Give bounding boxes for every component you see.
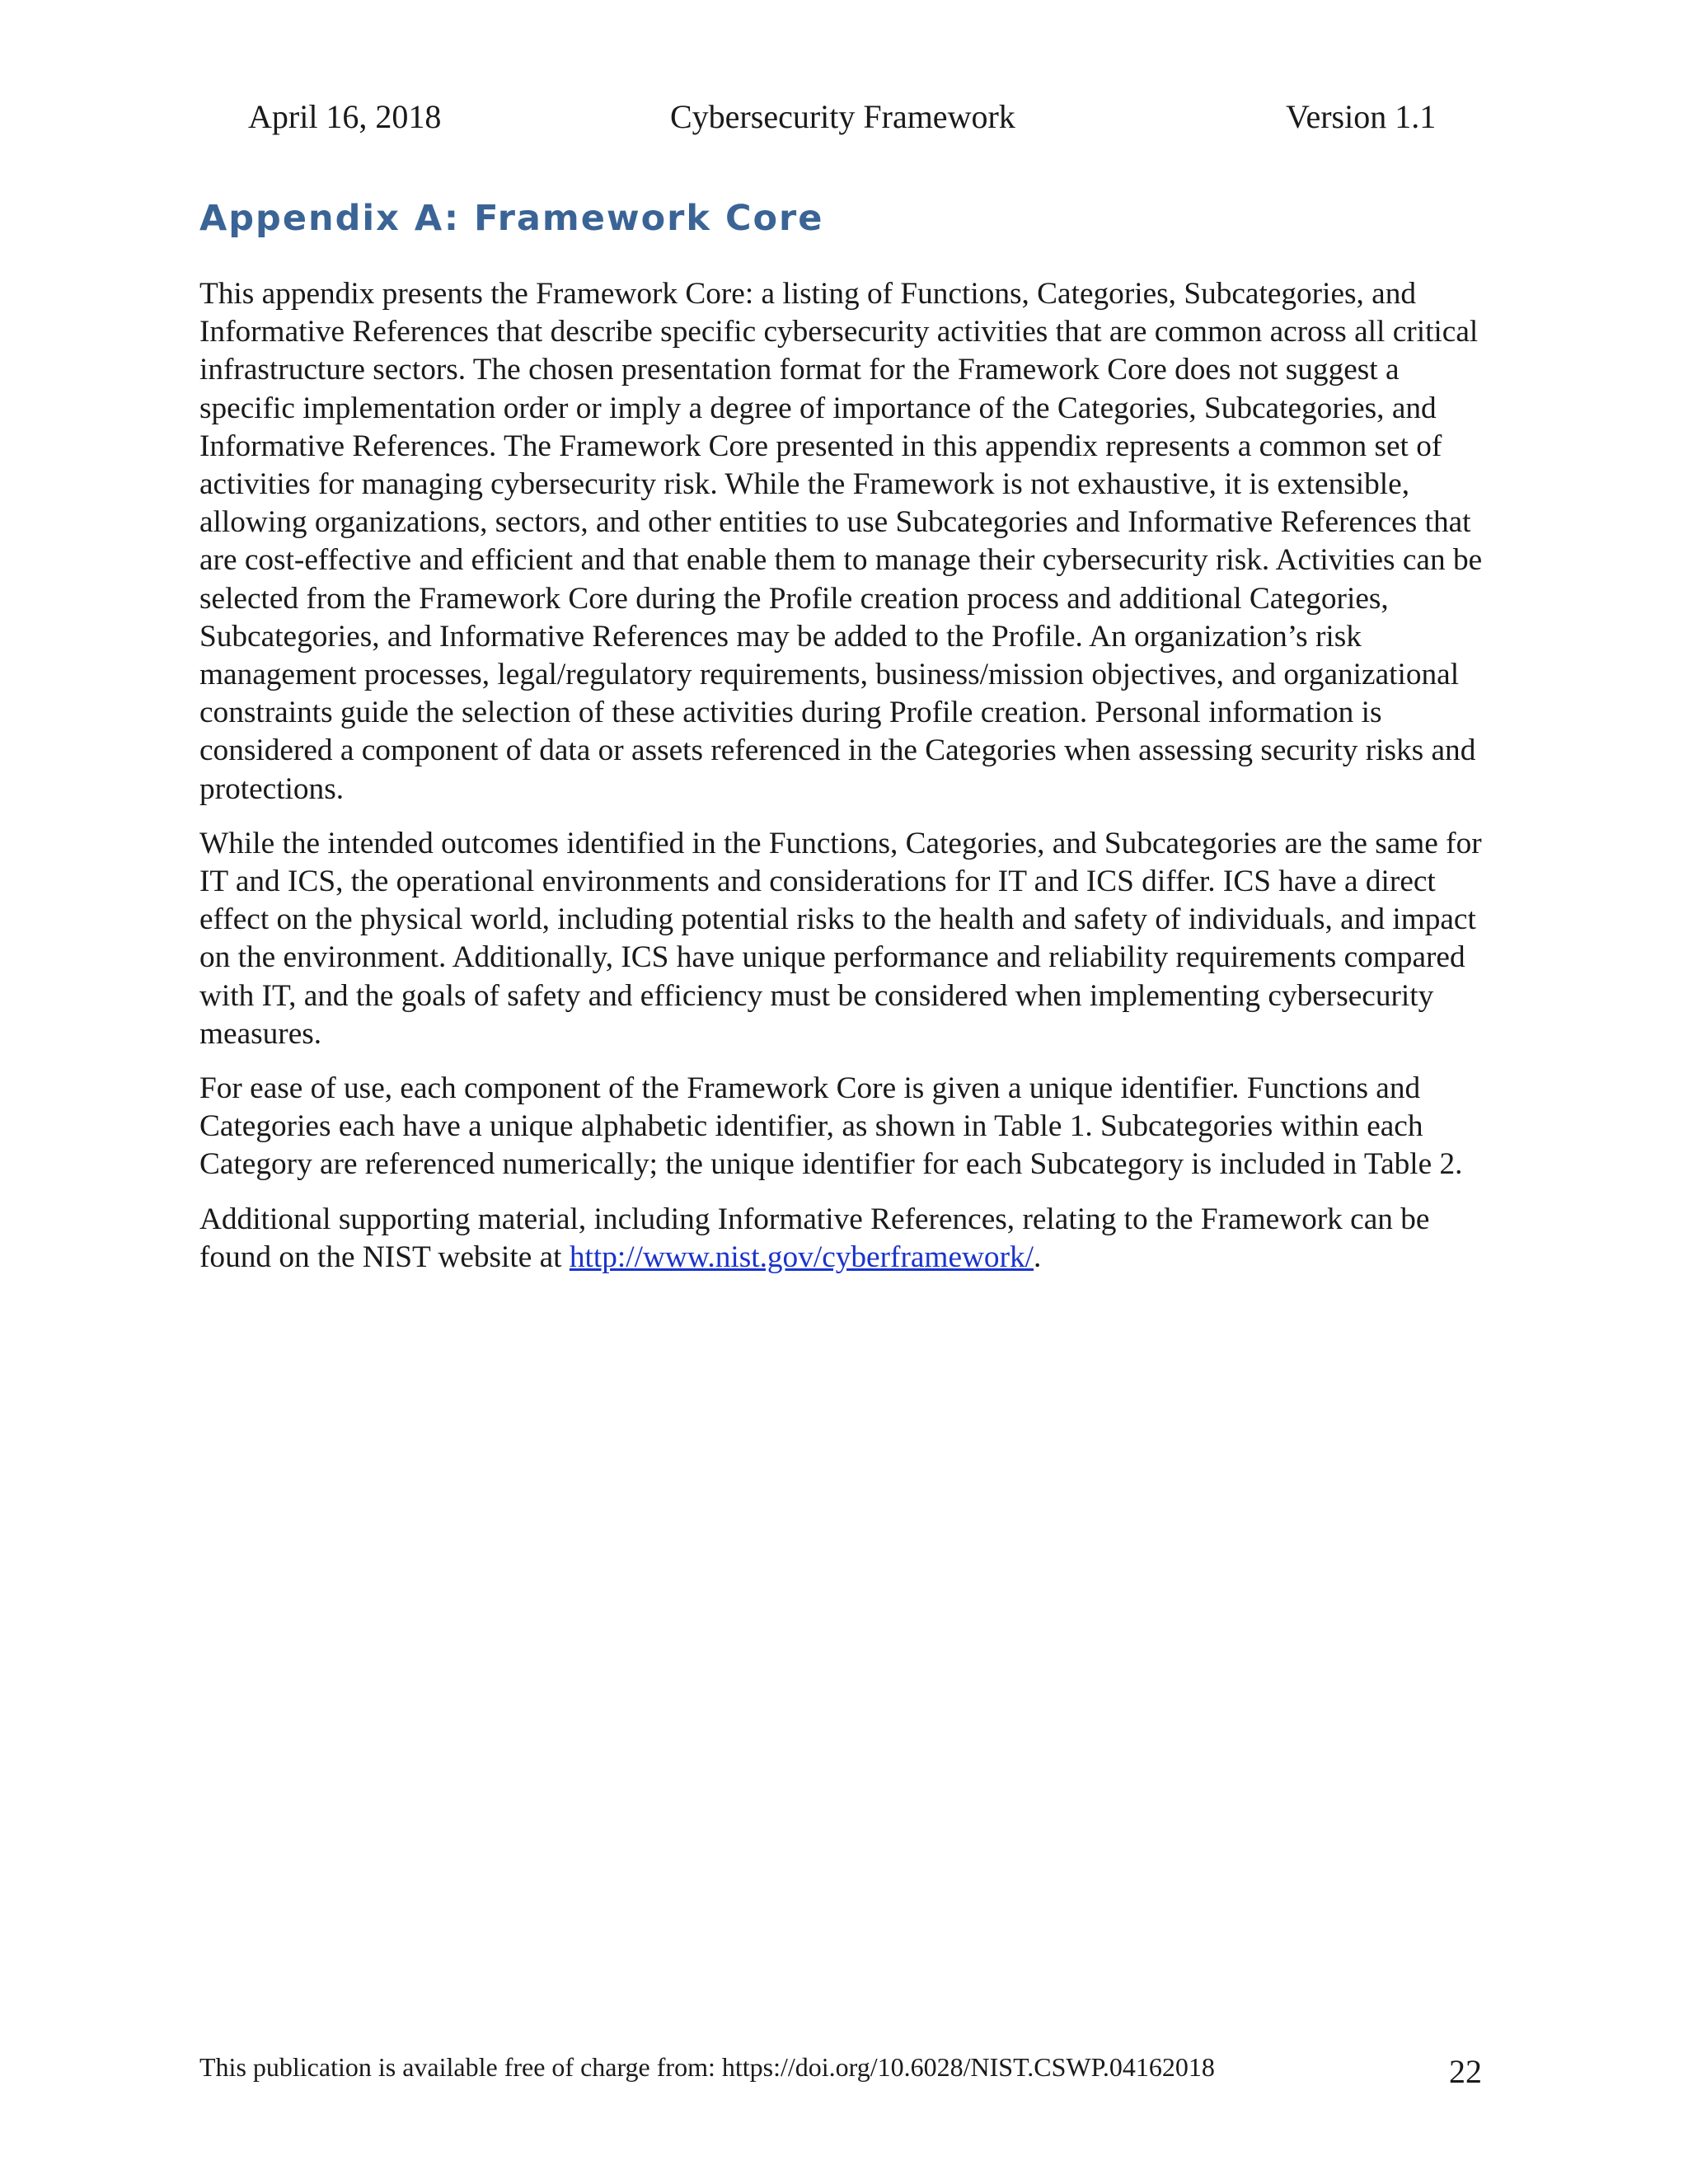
footer-availability: This publication is available free of charge from: https://doi.org/10.6028/NIST.CSWP.04162018 xyxy=(199,2052,1215,2082)
body-text xyxy=(199,275,1498,1293)
supporting-material-text: Additional supporting material, including Informative References, relating to the Framework can be found on the NIST website at xyxy=(199,1202,1430,1274)
header-version: Version 1.1 xyxy=(1286,98,1437,135)
paragraph-it-ics: While the intended outcomes identified in the Functions, Categories, and Subcategories are the same for IT and ICS, the operational environments and considerations for IT and ICS differ. ICS have a direct effect on the physical world, including potential risks to the health and safety of individuals, and impact on the environment. Additionally, ICS have unique performance and reliability requirements compared with IT, and the goals of safety and efficiency must be considered when implementing cybersecurity measures. xyxy=(199,826,1482,1051)
running-header xyxy=(0,96,1688,138)
page-number: 22 xyxy=(1449,2053,1482,2090)
header-date: April 16, 2018 xyxy=(248,98,442,135)
appendix-heading: Appendix A: Framework Core xyxy=(199,198,824,239)
paragraph-intro: This appendix presents the Framework Core: a listing of Functions, Categories, Subcategories, and Informative References that describe specific cybersecurity activities that are common across all critical infrastructure sectors. The chosen presentation format for the Framework Core does not suggest a specific implementation order or imply a degree of importance of the Categories, Subcategories, and Informative References. The Framework Core presented in this appendix represents a common set of activities for managing cybersecurity risk. While the Framework is not exhaustive, it is extensible, allowing organizations, sectors, and other entities to use Subcategories and Informative References that are cost-effective and efficient and that enable them to manage their cybersecurity risk. Activities can be selected from the Framework Core during the Profile creation process and additional Categories, Subcategories, and Informative References may be added to the Profile. An organization’s risk management processes, legal/regulatory requirements, business/mission objectives, and organizational constraints guide the selection of these activities during Profile creation. Personal information is considered a component of data or assets referenced in the Categories when assessing security risks and protections. xyxy=(199,277,1483,806)
paragraph-identifiers: For ease of use, each component of the Framework Core is given a unique identifier. Functions and Categories each have a unique alphabetic identifier, as shown in Table 1. Subcategories within each Category are referenced numerically; the unique identifier for each Subcategory is included in Table 2. xyxy=(199,1071,1463,1182)
paragraph-supporting-material xyxy=(199,1201,1498,1277)
supporting-material-period: . xyxy=(1034,1240,1042,1274)
header-title: Cybersecurity Framework xyxy=(670,98,1015,135)
nist-cyberframework-link[interactable]: http://www.nist.gov/cyberframework/ xyxy=(569,1240,1034,1274)
